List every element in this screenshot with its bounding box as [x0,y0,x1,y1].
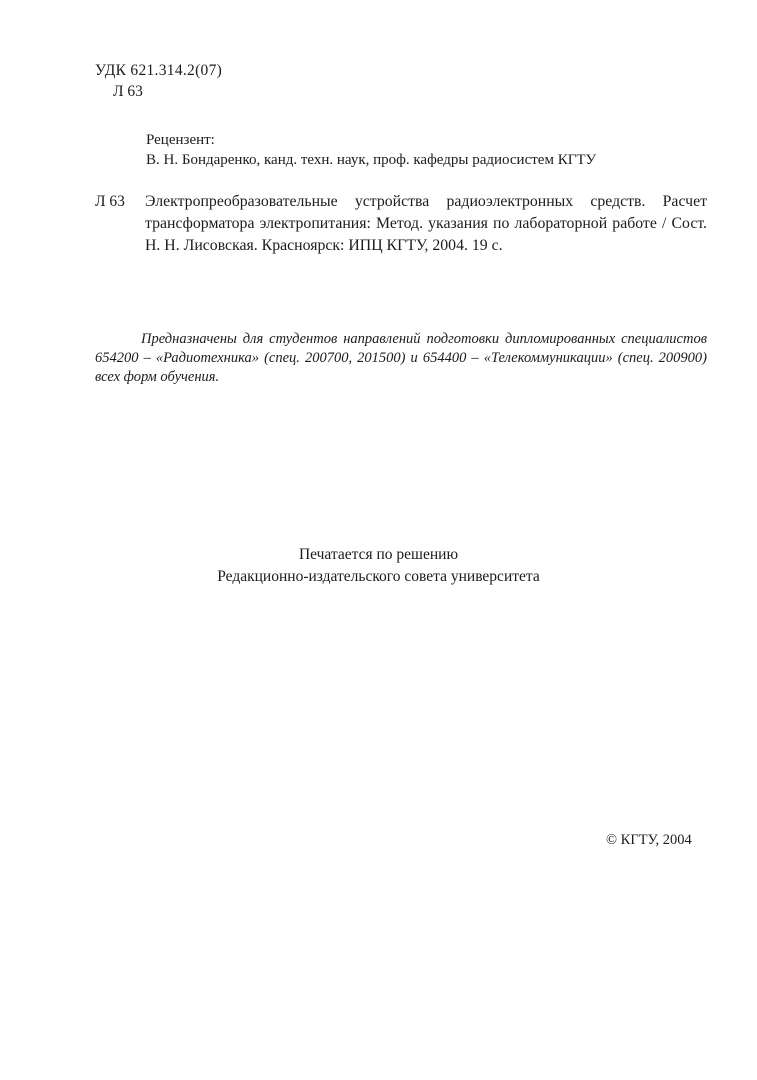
audience-note: Предназначены для студентов направлений подготовки дипломированных специалистов 654200 – «Радиотехника» (спец. 200700, 201500) и 654400 – «Телекоммуникации» (спец. 200900) всех форм обучения. [95,331,707,385]
catalog-entry [95,191,707,257]
reviewer-label: Рецензент: [146,132,215,148]
udk-classification: УДК 621.314.2(07) [95,62,223,79]
catalog-entry-text: Электропреобразовательные устройства радиоэлектронных средств. Расчет трансформатора электропитания: Метод. указания по лабораторной работе / Сост. Н. Н. Лисовская. Красноярск: ИПЦ КГТУ, 2004. 19 с. [145,193,707,254]
catalog-entry-code: Л 63 [95,193,125,210]
library-index-code: Л 63 [113,83,143,100]
reviewer-block [146,130,706,170]
reviewer-name: В. Н. Бондаренко, канд. техн. наук, проф. кафедры радиосистем КГТУ [146,152,597,168]
copyright-notice: © КГТУ, 2004 [606,832,692,848]
imprint-line-1: Печатается по решению [298,546,459,563]
imprint-block [0,544,757,588]
imprint-line-2: Редакционно-издательского совета университета [217,568,540,585]
